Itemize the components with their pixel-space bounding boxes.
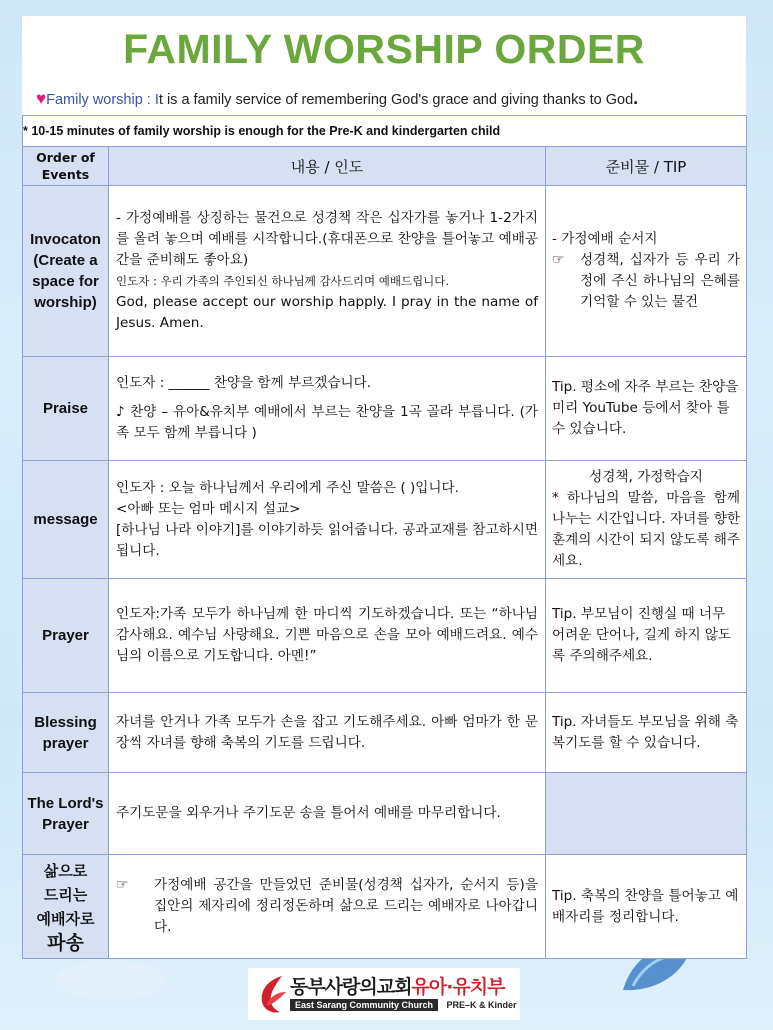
invocation-tip-list: - 가정예배 순서지 <box>552 231 658 247</box>
table-row-sending <box>23 855 747 959</box>
row-tip-praise: Tip. 평소에 자주 부르는 찬양을 미리 YouTube 등에서 찾아 틀 수 있습니다. <box>546 357 747 461</box>
column-header-row <box>23 147 747 186</box>
pointing-hand-icon: ☞ <box>116 877 129 893</box>
message-tip-materials: 성경책, 가정학습지 <box>589 469 703 485</box>
column-header-order: Order of Events <box>23 147 109 186</box>
sending-label-line-4: 파송 <box>47 931 84 954</box>
invocation-leader-line: 인도자 : 우리 가족의 주인되신 하나님께 감사드리며 예배드립니다. <box>116 274 450 288</box>
row-label-blessing: Blessing prayer <box>23 693 109 773</box>
church-logo-icon <box>254 972 288 1016</box>
column-header-content: 내용 / 인도 <box>109 147 546 186</box>
page-title: FAMILY WORSHIP ORDER <box>123 26 645 72</box>
sending-label-line-3: 예배자로 <box>36 909 95 928</box>
sending-label-line-2: 드리는 <box>43 885 88 904</box>
note-row <box>23 116 747 147</box>
heart-icon: ♥ <box>36 89 47 108</box>
row-content-blessing: 자녀를 안거나 가족 모두가 손을 잡고 기도해주세요. 아빠 엄마가 한 문장씩 자녀를 향해 축복의 기도를 드립니다. <box>109 693 546 773</box>
table-row-invocation <box>23 186 747 357</box>
subtitle-period: . <box>633 88 639 108</box>
background-decoration-left <box>55 960 165 1000</box>
row-tip-lords-prayer <box>546 773 747 855</box>
sending-text: 가정예배 공간을 만들었던 준비물(성경책 십자가, 순서지 등)을 집안의 제자리에 정리정돈하며 삶으로 드리는 예배자로 나아갑니다. <box>154 877 538 935</box>
column-header-tip: 준비물 / TIP <box>546 147 747 186</box>
church-logo <box>248 968 520 1020</box>
row-label-message: message <box>23 461 109 579</box>
invocation-tip-bullet <box>552 250 740 313</box>
row-label-praise: Praise <box>23 357 109 461</box>
praise-leader-line: 인도자 : ______ 찬양을 함께 부르겠습니다. <box>116 375 372 391</box>
table-row-prayer <box>23 579 747 693</box>
row-tip-sending: Tip. 축복의 찬양을 틀어놓고 예배자리를 정리합니다. <box>546 855 747 959</box>
logo-korean-name <box>290 972 504 999</box>
row-content-prayer: 인도자:가족 모두가 하나님께 한 마디씩 기도하겠습니다. 또는 “하나님 감사해요. 예수님 사랑해요. 기쁜 마음으로 손을 모아 예배드려요. 예수님의 이름으로 기도합니다. 아멘!” <box>109 579 546 693</box>
row-content-lords-prayer: 주기도문을 외우거나 주기도문 송을 틀어서 예배를 마무리합니다. <box>109 773 546 855</box>
row-label-lords-prayer: The Lord's Prayer <box>23 773 109 855</box>
message-sermon-line: <아빠 또는 엄마 메시지 설교> <box>116 500 301 517</box>
row-tip-blessing: Tip. 자녀들도 부모님을 위해 축복기도를 할 수 있습니다. <box>546 693 747 773</box>
table-row-message <box>23 461 747 579</box>
logo-english-name <box>290 999 517 1011</box>
row-content-message <box>109 461 546 579</box>
subtitle-label: Family worship : I <box>46 92 159 108</box>
praise-song-line: ♪ 찬양 – 유아&유치부 예배에서 부르는 찬양을 1곡 골라 부릅니다. (가족 모두 함께 부릅니다 ) <box>116 404 538 441</box>
row-content-invocation <box>109 186 546 357</box>
row-content-sending <box>109 855 546 959</box>
row-tip-prayer: Tip. 부모님이 진행실 때 너무 어려운 단어나, 길게 하지 않도록 주의해주세요. <box>546 579 747 693</box>
table-row-praise <box>23 357 747 461</box>
sending-label-line-1: 삶으로 <box>43 861 88 880</box>
row-label-invocation: Invocaton (Create a space for worship) <box>23 186 109 357</box>
row-tip-invocation <box>546 186 747 357</box>
logo-church-en: East Sarang Community Church <box>290 999 438 1011</box>
invocation-tip-text: 성경책, 십자가 등 우리 가정에 주신 하나님의 은혜를 기억할 수 있는 물건 <box>580 252 740 310</box>
row-tip-message <box>546 461 747 579</box>
row-label-sending <box>23 855 109 959</box>
message-leader-line: 인도자 : 오늘 하나님께서 우리에게 주신 말씀은 ( )입니다. <box>116 479 459 496</box>
duration-note: * 10-15 minutes of family worship is enough for the Pre-K and kindergarten child <box>23 116 747 147</box>
table-row-blessing <box>23 693 747 773</box>
pointing-hand-icon: ☞ <box>552 252 565 268</box>
table-row-lords-prayer <box>23 773 747 855</box>
message-story-line: [하나님 나라 이야기]를 이야기하듯 읽어줍니다. 공과교재를 참고하시면 됩니다. <box>116 521 538 559</box>
worship-order-sheet <box>22 16 746 958</box>
subtitle-text: t is a family service of remembering God's grace and giving thanks to God <box>158 92 634 108</box>
header <box>22 16 746 112</box>
invocation-instruction: - 가정예배를 상징하는 물건으로 성경책 작은 십자가를 놓거나 1-2가지를 올려 놓으며 예배를 시작합니다.(휴대폰으로 찬양을 틀어놓고 예배공간을 준비해도 좋아요) <box>116 210 538 268</box>
logo-dept-ko: 유아·유치부 <box>411 976 505 998</box>
message-tip-note: * 하나님의 말씀, 마음을 함께 나누는 시간입니다. 자녀를 향한 훈계의 시간이 되지 않도록 해주세요. <box>552 490 740 569</box>
row-label-prayer: Prayer <box>23 579 109 693</box>
row-content-praise <box>109 357 546 461</box>
page-subtitle <box>36 88 638 109</box>
logo-church-ko: 동부사랑의교회 <box>290 976 412 998</box>
sending-bullet <box>116 875 538 938</box>
logo-dept-en: PRE–K & Kinder <box>446 1000 517 1010</box>
invocation-english-prayer: God, please accept our worship happly. I pray in the name of Jesus. Amen. <box>116 294 538 331</box>
worship-order-table <box>22 115 747 959</box>
